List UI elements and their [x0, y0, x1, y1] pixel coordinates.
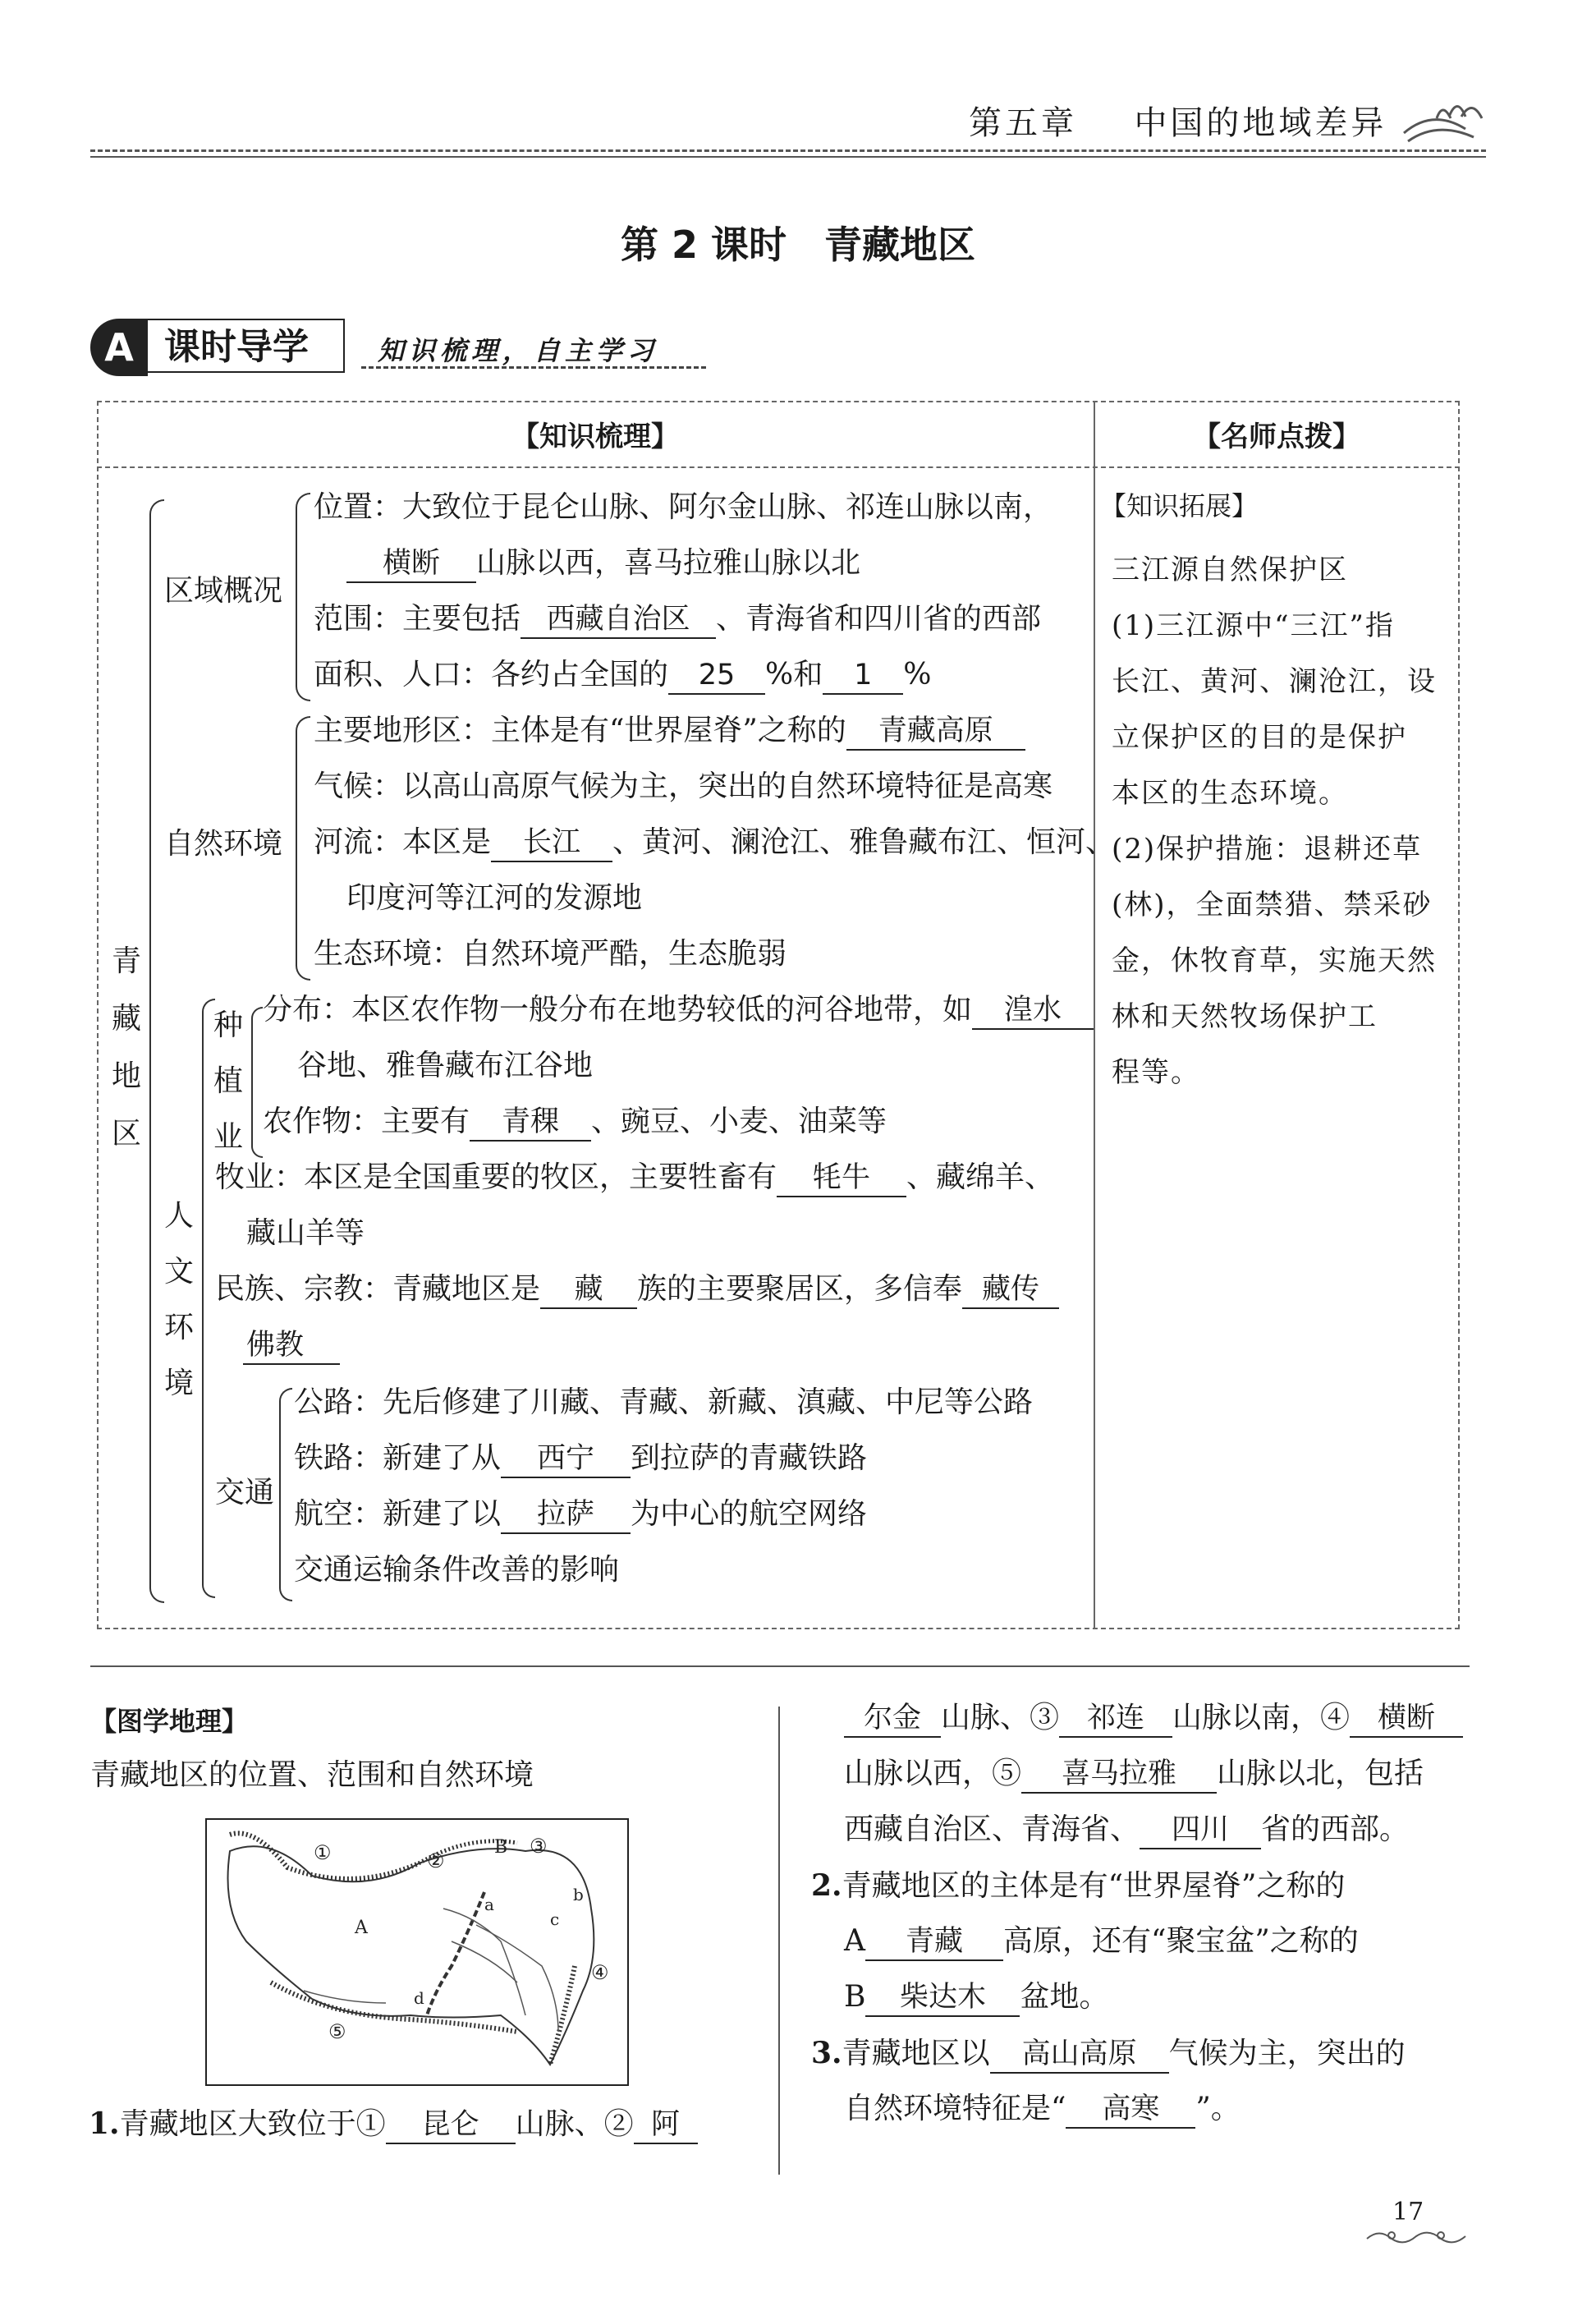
question-2-line-2: A 青藏 高原，还有“聚宝盆”之称的	[844, 1922, 1359, 1961]
footer-ornament-icon	[1363, 2224, 1470, 2249]
subtitle-underline	[361, 366, 706, 369]
natural-river-line: 河流：本区是 长江 、黄河、澜沧江、雅鲁藏布江、恒河、	[314, 823, 1115, 862]
root-label-1: 青	[111, 944, 141, 978]
tips-line: 三江源自然保护区	[1112, 554, 1348, 586]
tips-line: (1)三江源中“三江”指	[1112, 609, 1395, 642]
question-2-line-1: 2.青藏地区的主体是有“世界屋脊”之称的	[811, 1868, 1346, 1903]
answer-qingzang: 青藏	[865, 1923, 1003, 1961]
planting-brace	[251, 1007, 263, 1158]
answer-hengduan: 横断	[346, 545, 476, 583]
answer-qilian: 祁连	[1059, 1700, 1172, 1738]
map-label-b: b	[573, 1885, 584, 1904]
answer-huangshui: 湟水	[972, 992, 1094, 1030]
question-3-line-1: 3.青藏地区以 高山高原 气候为主，突出的	[811, 2033, 1406, 2074]
section-badge: A	[90, 319, 148, 376]
tips-line: 程等。	[1112, 1056, 1200, 1089]
root-brace	[149, 499, 164, 1603]
question-number: 2.	[811, 1868, 842, 1903]
answer-yak: 牦牛	[777, 1160, 906, 1197]
question-1-line-1: 1.青藏地区大致位于① 昆仑 山脉、② 阿	[89, 2104, 698, 2144]
tips-line: 长江、黄河、澜沧江，设	[1112, 665, 1437, 698]
map-label-A: A	[355, 1918, 368, 1938]
answer-kunlun: 昆仑	[386, 2106, 516, 2144]
map-label-1: ①	[314, 1841, 332, 1864]
answer-buddhism: 佛教	[243, 1327, 340, 1365]
map-label-4: ④	[591, 1961, 609, 1984]
root-label-4: 区	[111, 1117, 141, 1151]
question-number: 3.	[811, 2036, 842, 2070]
transport-label: 交通	[215, 1476, 275, 1509]
answer-population-percent: 1	[823, 657, 903, 695]
region-scope-line: 范围：主要包括 西藏自治区 、青海省和四川省的西部	[314, 600, 1041, 639]
tips-body	[1112, 542, 1456, 1100]
region-location-line-2: 横断 山脉以西，喜马拉雅山脉以北	[314, 544, 860, 583]
answer-erjin: 尔金	[844, 1700, 941, 1738]
map-label-a: a	[484, 1895, 494, 1914]
ethnic-religion-line: 民族、宗教：青藏地区是 藏 族的主要聚居区，多信奉 藏传	[215, 1270, 1059, 1309]
question-1-line-3: 山脉以西，⑤ 喜马拉雅 山脉以北，包括	[844, 1754, 1424, 1794]
planting-label-3: 业	[213, 1120, 243, 1154]
question-1-line-2: 尔金 山脉、③ 祁连 山脉以南，④ 横断	[844, 1698, 1463, 1738]
question-1-line-4: 西藏自治区、青海省、 四川 省的西部。	[844, 1810, 1409, 1849]
section-title: 课时导学	[148, 319, 345, 373]
tips-line: 本区的生态环境。	[1112, 777, 1348, 810]
chapter-title: 中国的地域差异	[1134, 104, 1387, 142]
region-area-line: 面积、人口：各约占全国的 25 %和 1 %	[314, 655, 931, 695]
answer-qingke: 青稞	[470, 1104, 591, 1142]
answer-himalaya: 喜马拉雅	[1021, 1756, 1217, 1794]
livestock-line-2: 藏山羊等	[246, 1216, 365, 1250]
map-section-heading: 【图学地理】	[90, 1706, 249, 1737]
answer-tibetan: 藏传	[962, 1271, 1059, 1309]
tips-line: 立保护区的目的是保护	[1112, 721, 1407, 754]
answer-xining: 西宁	[501, 1440, 631, 1478]
section-subtitle: 知识梳理，自主学习	[378, 335, 659, 366]
tips-line: (2)保护措施：退耕还草	[1112, 833, 1423, 866]
answer-zang: 藏	[540, 1271, 637, 1309]
transport-road-line: 公路：先后修建了川藏、青藏、新藏、滇藏、中尼等公路	[294, 1385, 1034, 1419]
answer-qaidam: 柴达木	[865, 1979, 1020, 2017]
answer-hengduan-2: 横断	[1350, 1700, 1463, 1738]
table-header-divider	[97, 466, 1460, 468]
natural-ecology-line: 生态环境：自然环境严酷，生态脆弱	[314, 937, 787, 971]
transport-impact-line: 交通运输条件改善的影响	[294, 1553, 620, 1587]
region-label: 区域概况	[164, 574, 283, 608]
answer-changjiang: 长江	[491, 825, 612, 862]
livestock-line: 牧业：本区是全国重要的牧区，主要牲畜有 牦牛 、藏绵羊、	[215, 1158, 1054, 1197]
region-brace	[296, 493, 310, 701]
ethnic-religion-line-2	[243, 1325, 340, 1365]
answer-a: 阿	[634, 2106, 698, 2144]
lower-section-divider	[90, 1665, 1470, 1667]
answer-area-percent: 25	[668, 657, 765, 695]
natural-terrain-line: 主要地形区：主体是有“世界屋脊”之称的 青藏高原	[314, 711, 1025, 751]
answer-sichuan: 四川	[1140, 1812, 1261, 1849]
planting-distribution-line-2: 谷地、雅鲁藏布江谷地	[297, 1049, 594, 1082]
transport-brace	[279, 1388, 292, 1601]
planting-label-2: 植	[213, 1064, 243, 1098]
right-column-header: 【名师点拨】	[1193, 420, 1360, 453]
table-column-divider	[1094, 401, 1095, 1629]
answer-lhasa: 拉萨	[501, 1496, 631, 1534]
question-2-line-3: B 柴达木 盆地。	[844, 1978, 1108, 2017]
answer-plateau: 青藏高原	[846, 713, 1025, 751]
tips-heading: 【知识拓展】	[1100, 490, 1259, 521]
planting-crops-line: 农作物：主要有 青稞 、豌豆、小麦、油菜等	[263, 1102, 887, 1142]
section-a-banner	[90, 319, 353, 376]
running-header	[969, 97, 1387, 144]
natural-brace	[296, 716, 310, 981]
tips-line: 金，休牧育草，实施天然	[1112, 944, 1437, 977]
transport-rail-line: 铁路：新建了从 西宁 到拉萨的青藏铁路	[294, 1439, 867, 1478]
map-label-B: B	[494, 1837, 508, 1858]
map-label-d: d	[414, 1988, 424, 2008]
question-3-line-2: 自然环境特征是“ 高寒 ”。	[844, 2089, 1241, 2129]
answer-cold-highland: 高寒	[1066, 2091, 1195, 2129]
root-label-2: 藏	[111, 1002, 141, 1036]
natural-label: 自然环境	[164, 827, 283, 861]
left-column-header: 【知识梳理】	[511, 420, 679, 453]
answer-highland-climate: 高山高原	[990, 2036, 1169, 2074]
qinghai-tibet-map	[205, 1818, 629, 2086]
natural-climate-line: 气候：以高山高原气候为主，突出的自然环境特征是高寒	[314, 769, 1053, 803]
lower-column-divider	[778, 1707, 780, 2175]
transport-air-line: 航空：新建了以 拉萨 为中心的航空网络	[294, 1495, 867, 1534]
lesson-title: 第 2 课时 青藏地区	[620, 223, 976, 267]
map-label-c: c	[550, 1909, 560, 1929]
human-label-1: 人	[163, 1199, 194, 1233]
tips-line: 林和天然牧场保护工	[1112, 1000, 1378, 1033]
header-ornament-icon	[1400, 92, 1490, 149]
tips-line: (林)，全面禁猎、禁采砂	[1112, 889, 1433, 921]
human-label-3: 环	[163, 1311, 194, 1344]
page-number: 17	[1392, 2198, 1424, 2226]
answer-xizang: 西藏自治区	[521, 601, 716, 639]
header-divider	[90, 149, 1486, 152]
region-location-line: 位置：大致位于昆仑山脉、阿尔金山脉、祁连山脉以南，	[314, 490, 1053, 524]
human-label-2: 文	[163, 1255, 194, 1289]
root-label-3: 地	[111, 1059, 141, 1093]
planting-label-1: 种	[213, 1008, 243, 1042]
map-label-5: ⑤	[328, 2020, 346, 2043]
header-divider-2	[90, 156, 1486, 158]
map-section-subtitle: 青藏地区的位置、范围和自然环境	[90, 1758, 534, 1792]
map-label-3: ③	[530, 1835, 548, 1858]
map-label-2: ②	[427, 1849, 445, 1872]
planting-distribution-line: 分布：本区农作物一般分布在地势较低的河谷地带，如 湟水	[263, 990, 1094, 1030]
question-number: 1.	[89, 2106, 120, 2141]
human-label-4: 境	[163, 1367, 194, 1400]
natural-river-line-2: 印度河等江河的发源地	[346, 881, 643, 915]
chapter-number: 第五章	[969, 104, 1077, 142]
